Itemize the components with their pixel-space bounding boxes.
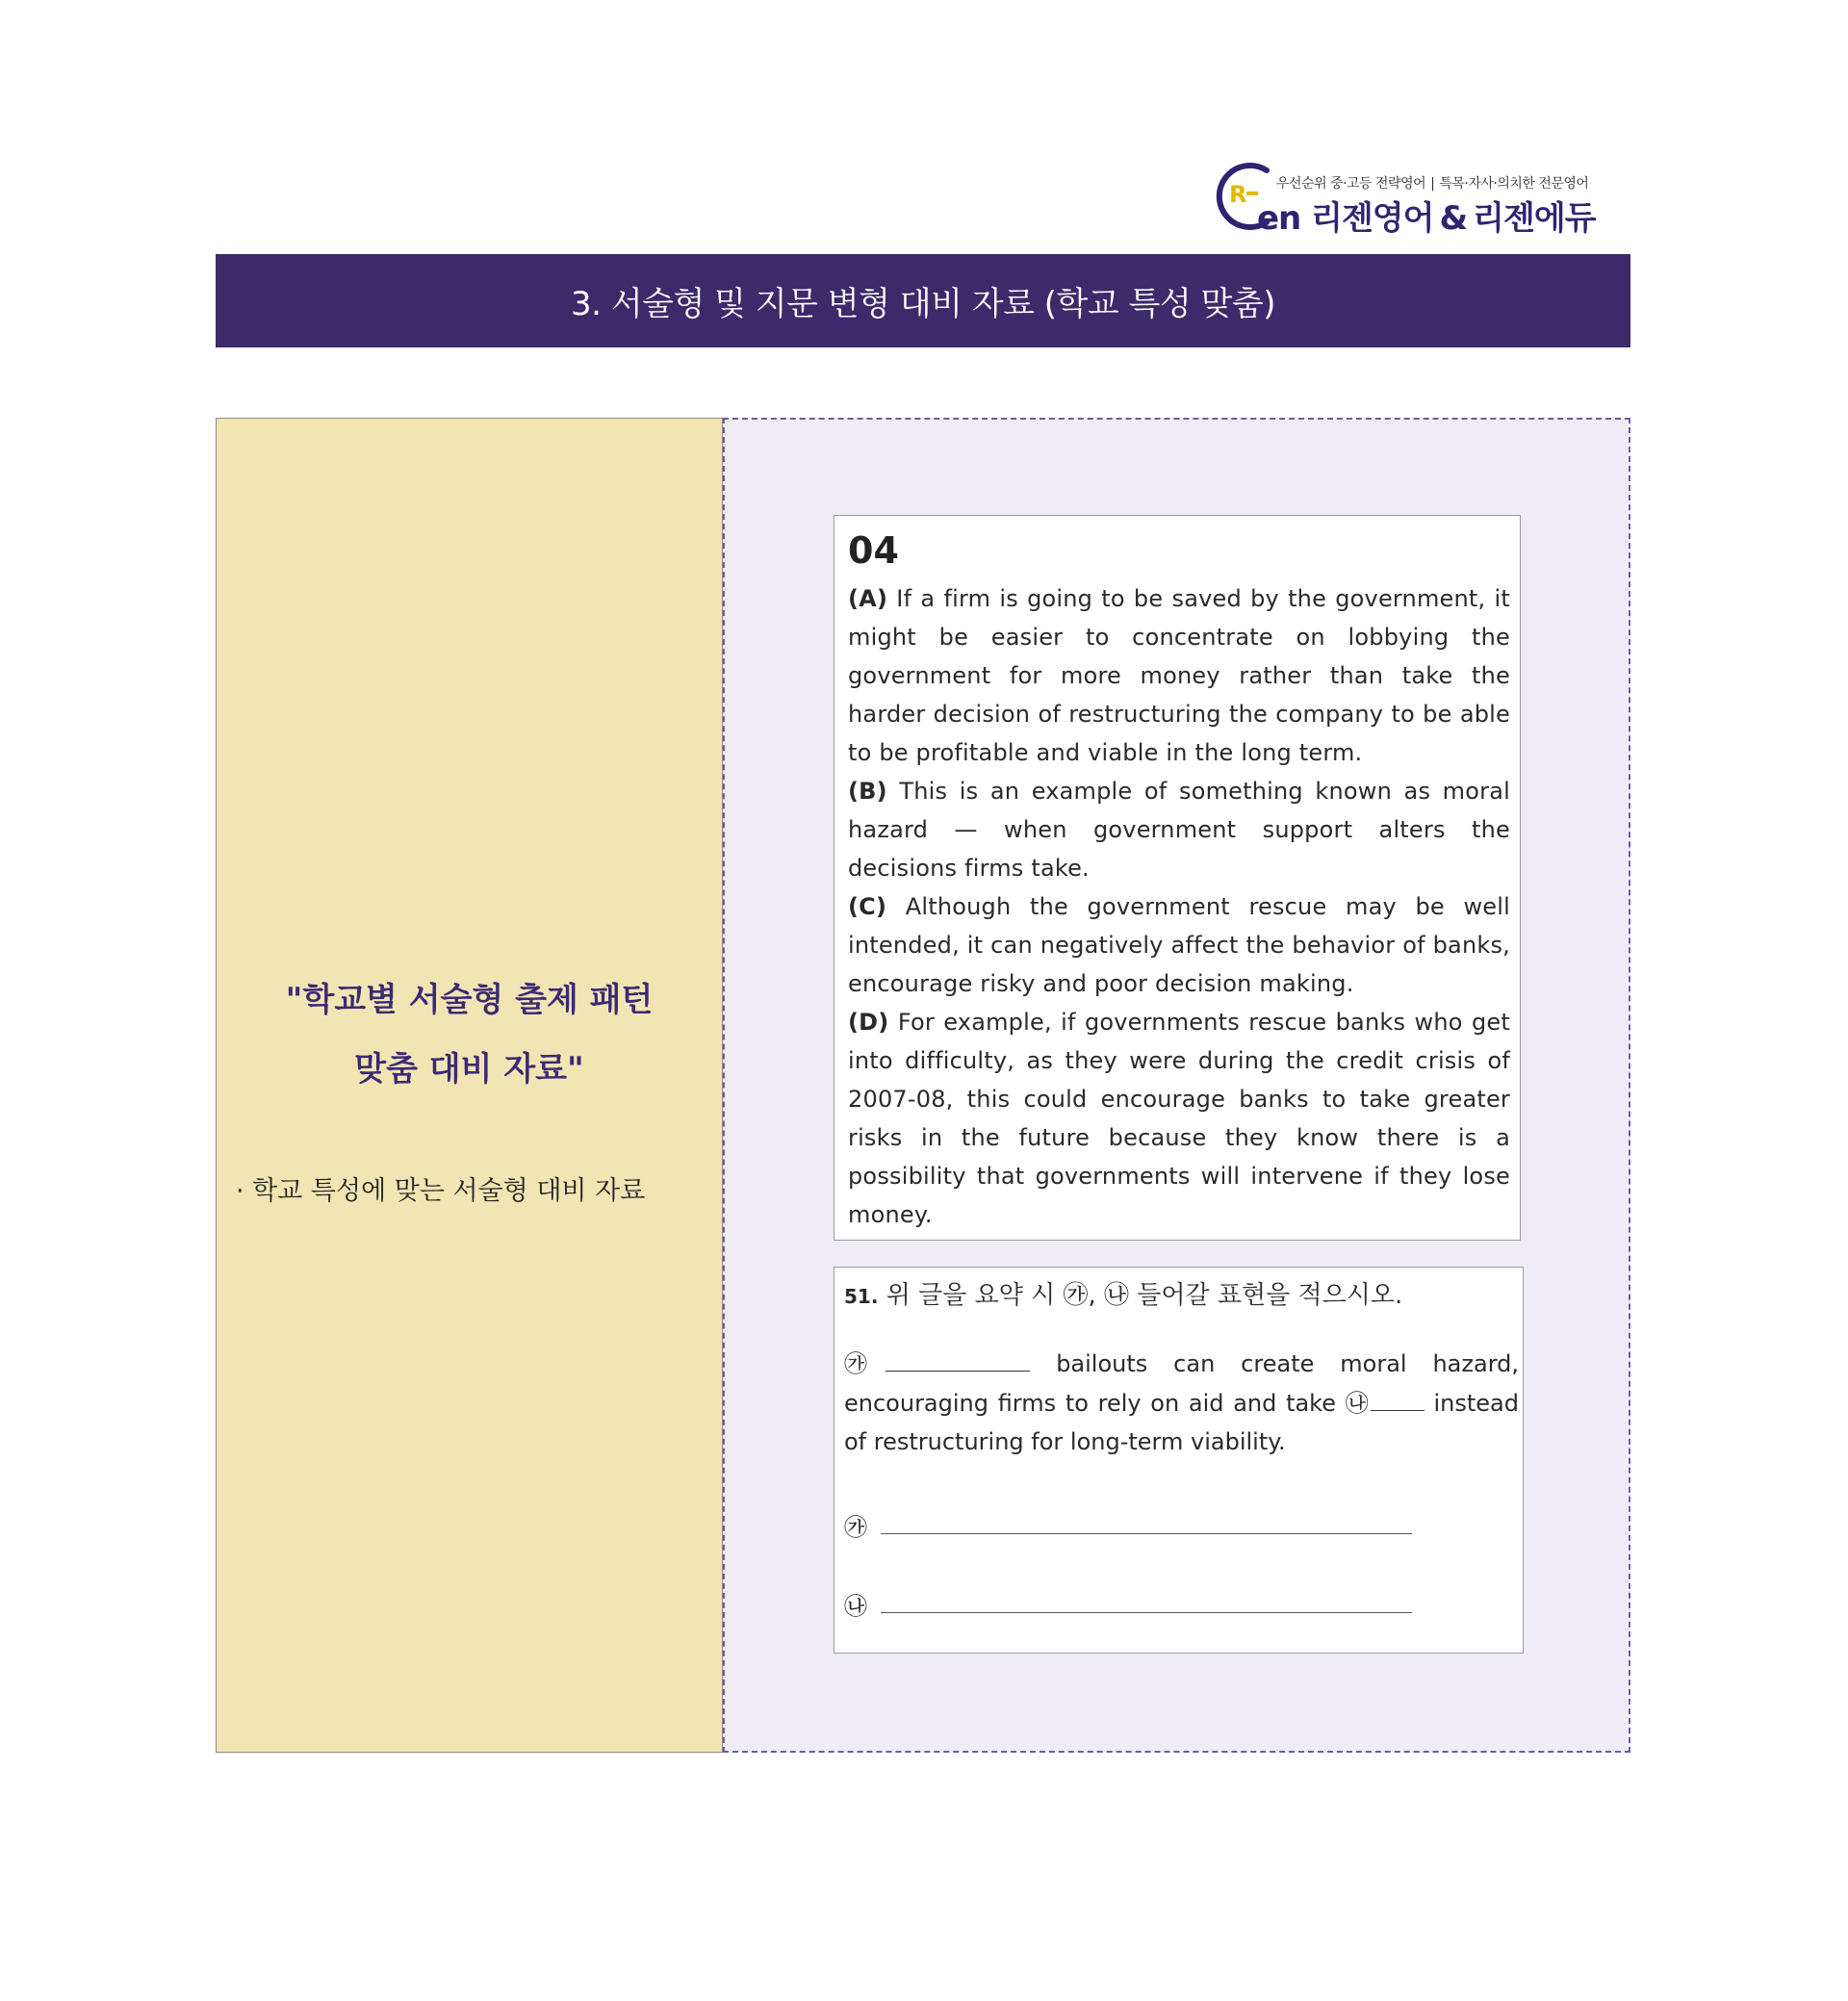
paragraph-tag: (D) <box>848 1009 889 1036</box>
paragraph-text: Although the government rescue may be well intended, it can negatively affect the behavior of banks, encourage risky and poor decision making. <box>848 893 1510 997</box>
passage-paragraph-c <box>848 887 1510 1003</box>
question-prompt-text: 위 글을 요약 시 ㉮, ㉯ 들어갈 표현을 적으시오. <box>886 1281 1403 1310</box>
passage-paragraph-a <box>848 579 1510 772</box>
answer-line-a[interactable] <box>844 1508 1422 1547</box>
brand-tagline-left: 우선순위 중·고등 전략영어 <box>1276 176 1426 192</box>
passage-box <box>834 515 1521 1241</box>
left-panel-bullet: · 학교 특성에 맞는 서술형 대비 자료 <box>236 1176 646 1206</box>
paragraph-tag: (A) <box>848 585 888 612</box>
answer-marker-b: ㉯ <box>844 1593 867 1620</box>
blank-marker-b: ㉯ <box>1345 1390 1371 1417</box>
brand-logo <box>1215 159 1629 236</box>
brand-tagline-right: 특목·자사·의치한 전문영어 <box>1439 176 1589 192</box>
paragraph-text: This is an example of something known as moral hazard — when government support alters the decisions firms take. <box>848 778 1510 882</box>
answer-marker-a: ㉮ <box>844 1514 867 1541</box>
brand-tagline <box>1276 173 1588 192</box>
brand-tagline-separator: | <box>1430 176 1435 192</box>
left-description-panel <box>216 418 723 1753</box>
answer-rule-b <box>881 1612 1412 1613</box>
brand-wordmark-secondary: 리젠에듀 <box>1473 199 1596 238</box>
brand-wordmark-primary: 리젠영어 <box>1311 199 1434 238</box>
question-prompt <box>844 1275 1519 1317</box>
summary-sentence <box>844 1344 1519 1461</box>
section-title: 3. 서술형 및 지문 변형 대비 자료 (학교 특성 맞춤) <box>571 285 1275 323</box>
left-panel-heading-line1: "학교별 서술형 출제 패턴 <box>285 981 654 1019</box>
answer-rule-a <box>881 1533 1412 1534</box>
passage-text <box>848 579 1510 1234</box>
brand-wordmark-ampersand: & <box>1439 199 1468 238</box>
summary-blank-a[interactable] <box>886 1344 1030 1372</box>
brand-wordmark-prefix: en <box>1257 199 1301 238</box>
left-panel-heading-line2: 맞춤 대비 자료" <box>354 1050 584 1089</box>
brand-wordmark <box>1257 192 1596 239</box>
passage-paragraph-b <box>848 772 1510 887</box>
paragraph-tag: (B) <box>848 778 887 805</box>
paragraph-text: If a firm is going to be saved by the government, it might be easier to concentrate on lobbying the government for more money rather than take the harder decision of restructuring the company to be able to be profitable and viable in the long term. <box>848 585 1510 766</box>
blank-marker-a: ㉮ <box>844 1350 886 1377</box>
question-number: 51. <box>844 1285 879 1308</box>
summary-blank-b[interactable] <box>1371 1383 1424 1411</box>
summary-text-part1: bailouts can create moral hazard, encouraging firms to rely on aid and take <box>844 1350 1520 1417</box>
answer-line-b[interactable] <box>844 1587 1422 1626</box>
left-panel-heading <box>217 965 722 1104</box>
summary-text-part2: instead of restructuring for long-term viability. <box>844 1390 1519 1455</box>
section-title-bar <box>216 254 1630 347</box>
svg-text:R: R <box>1229 181 1247 208</box>
passage-number: 04 <box>848 529 899 572</box>
answer-box <box>834 1267 1524 1654</box>
paragraph-tag: (C) <box>848 893 887 920</box>
passage-paragraph-d <box>848 1003 1510 1234</box>
paragraph-text: For example, if governments rescue banks who get into difficulty, as they were during the credit crisis of 2007-08, this could encourage banks to take greater risks in the future because they know there is a possibility that governments will intervene if they lose money. <box>848 1009 1510 1228</box>
